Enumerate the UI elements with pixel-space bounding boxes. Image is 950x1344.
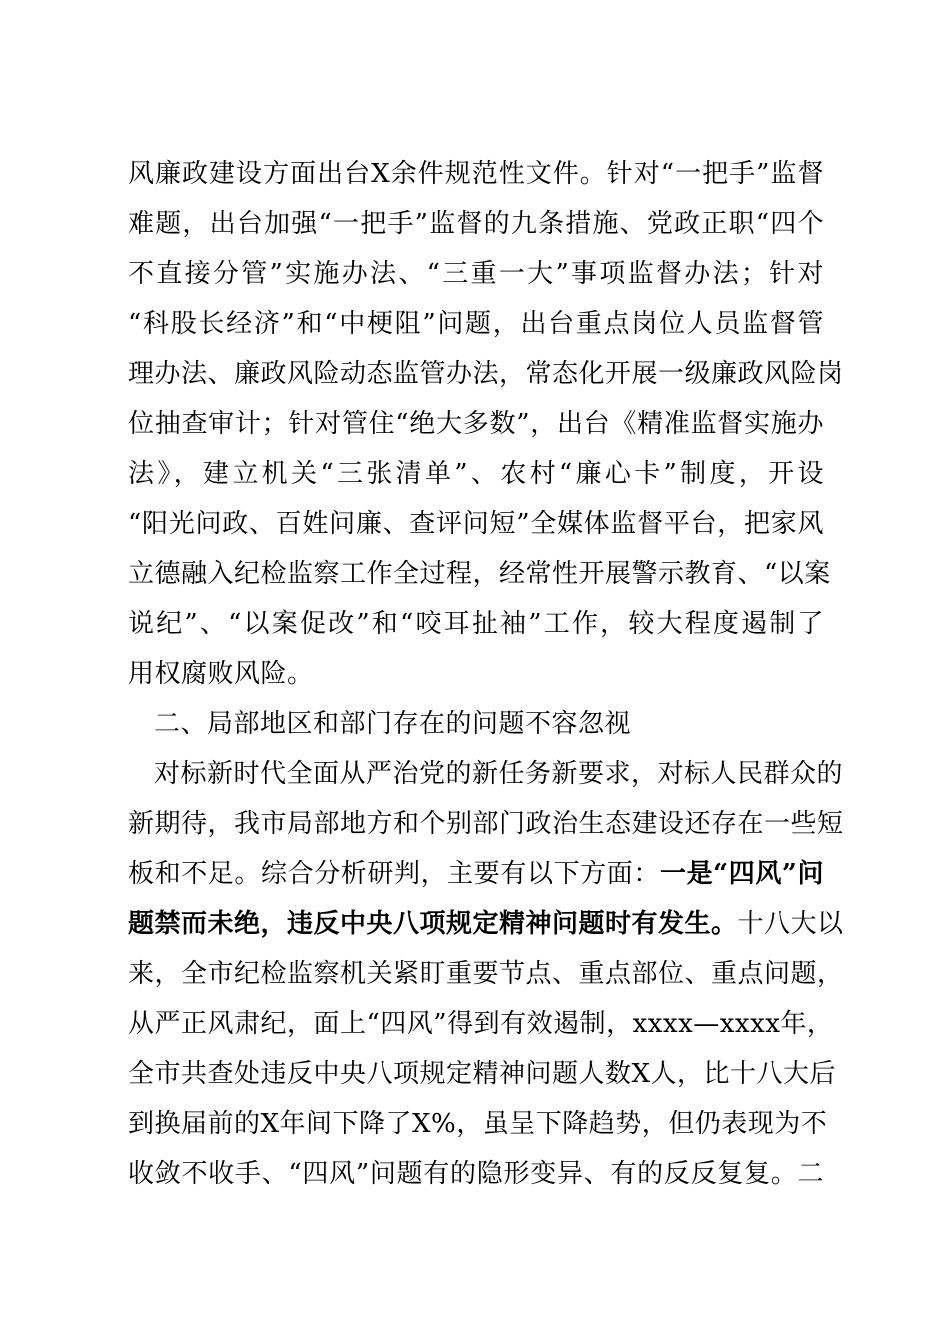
paragraph1-line: “阳光问政、百姓问廉、查评问短”全媒体监督平台，把家风 (128, 509, 824, 539)
paragraph1-line: 用权腐败风险。 (128, 659, 314, 689)
paragraph1-line: 理办法、廉政风险动态监管办法，常态化开展一级廉政风险岗 (128, 359, 844, 389)
paragraph2-line: 从严正风肃纪，面上“四风”得到有效遏制，xxxx—xxxx年， (128, 1009, 834, 1039)
paragraph1-line: 不直接分管”实施办法、“三重一大”事项监督办法；针对 (128, 259, 824, 289)
paragraph2-line: 来，全市纪检监察机关紧盯重要节点、重点部位、重点问题， (128, 959, 844, 989)
paragraph1-line: 位抽查审计；针对管住“绝大多数”，出台《精准监督实施办 (128, 409, 824, 439)
paragraph2-line: 收敛不收手、“四风”问题有的隐形变异、有的反反复复。二 (128, 1159, 824, 1189)
paragraph1-line: “科股长经济”和“中梗阻”问题，出台重点岗位人员监督管 (128, 309, 824, 339)
paragraph2-line (128, 849, 824, 899)
paragraph2-emphasis: 题禁而未绝，违反中央八项规定精神问题时有发生。 (128, 909, 738, 939)
paragraph1-line: 立德融入纪检监察工作全过程，经常性开展警示教育、“以案 (128, 559, 831, 589)
paragraph2-text: 板和不足。综合分析研判，主要有以下方面： (128, 859, 660, 889)
paragraph1-line: 难题，出台加强“一把手”监督的九条措施、党政正职“四个 (128, 209, 824, 239)
paragraph2-line: 全市共查处违反中央八项规定精神问题人数X人，比十八大后 (128, 1059, 837, 1089)
paragraph1-line: 法》，建立机关“三张清单”、农村“廉心卡”制度，开设 (128, 459, 824, 489)
paragraph2-line (128, 899, 844, 949)
paragraph1-line: 风廉政建设方面出台X余件规范性文件。针对“一把手”监督 (128, 159, 824, 189)
paragraph2-line: 新期待，我市局部地方和个别部门政治生态建设还存在一些短 (128, 809, 844, 839)
paragraph2-text: 十八大以 (737, 909, 844, 939)
paragraph2-emphasis: 一是“四风”问 (659, 859, 824, 889)
paragraph2-line: 到换届前的X年间下降了X%，虽呈下降趋势，但仍表现为不 (128, 1109, 828, 1139)
paragraph2-line: 对标新时代全面从严治党的新任务新要求，对标人民群众的 (154, 759, 844, 789)
paragraph1-line: 说纪”、“以案促改”和“咬耳扯袖”工作，较大程度遏制了 (128, 609, 824, 639)
section-heading: 二、局部地区和部门存在的问题不容忽视 (154, 709, 632, 739)
